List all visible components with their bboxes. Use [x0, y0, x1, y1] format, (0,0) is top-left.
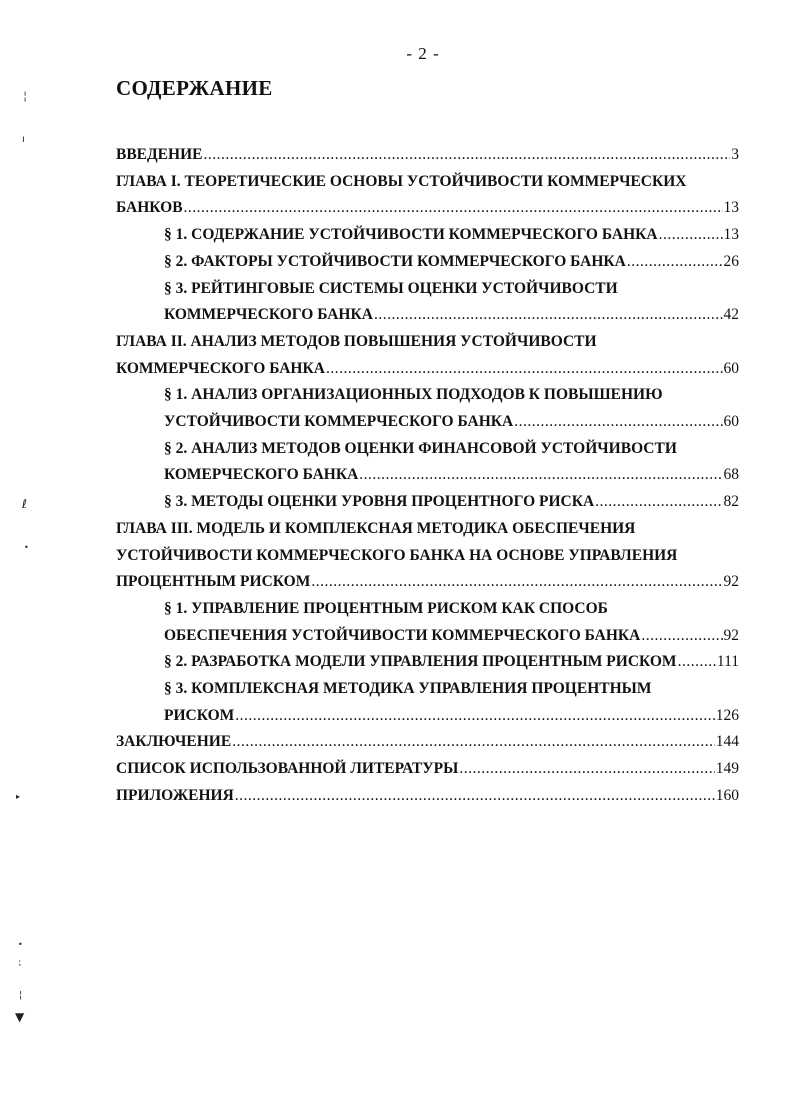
toc-entry-text: ГЛАВА III. МОДЕЛЬ И КОМПЛЕКСНАЯ МЕТОДИКА ОБЕСПЕЧЕНИЯ	[116, 519, 636, 537]
toc-entry	[164, 596, 739, 649]
toc-entry-text: УСТОЙЧИВОСТИ КОММЕРЧЕСКОГО БАНКА НА ОСНОВЕ УПРАВЛЕНИЯ	[116, 546, 678, 564]
scan-artifact: ı	[22, 134, 25, 145]
dot-leader	[311, 569, 722, 596]
toc-entry-text: БАНКОВ	[116, 199, 183, 217]
toc-entry-text: § 3. КОМПЛЕКСНАЯ МЕТОДИКА УПРАВЛЕНИЯ ПРОЦЕНТНЫМ	[164, 680, 652, 698]
dot-leader	[235, 703, 714, 730]
scan-artifact: •	[24, 543, 29, 552]
toc-page-number: 92	[723, 573, 739, 591]
scan-artifact: ¦	[19, 990, 23, 1001]
toc-entry-text: § 1. УПРАВЛЕНИЕ ПРОЦЕНТНЫМ РИСКОМ КАК СПОСОБ	[164, 599, 608, 617]
scan-artifact: •	[18, 940, 23, 949]
toc-entry	[116, 329, 739, 382]
page-title: СОДЕРЖАНИЕ	[116, 76, 273, 100]
scan-artifact: ▸	[16, 792, 21, 801]
toc-entry	[164, 249, 739, 276]
toc-entry	[164, 382, 739, 435]
dot-leader	[627, 249, 723, 276]
dot-leader	[232, 729, 715, 756]
toc-page-number: 60	[723, 413, 739, 431]
toc-entry	[116, 756, 739, 783]
toc-page-number: 126	[715, 706, 739, 724]
toc-entry-text: § 3. РЕЙТИНГОВЫЕ СИСТЕМЫ ОЦЕНКИ УСТОЙЧИВОСТИ	[164, 279, 618, 297]
page-number: - 2 -	[406, 44, 440, 63]
toc-entry-text: ВВЕДЕНИЕ	[116, 146, 203, 163]
toc-entry-text: § 2. ФАКТОРЫ УСТОЙЧИВОСТИ КОММЕРЧЕСКОГО БАНКА	[164, 252, 626, 270]
toc-page-number: 111	[716, 653, 739, 671]
toc-page-number: 92	[723, 626, 739, 644]
toc-entry-text: ГЛАВА II. АНАЛИЗ МЕТОДОВ ПОВЫШЕНИЯ УСТОЙЧИВОСТИ	[116, 332, 597, 350]
toc-entry	[164, 649, 739, 676]
scan-artifact: ▼	[15, 1010, 25, 1024]
toc-entry	[116, 729, 739, 756]
toc-entry-text: СПИСОК ИСПОЛЬЗОВАННОЙ ЛИТЕРАТУРЫ	[116, 760, 459, 778]
dot-leader	[514, 409, 722, 436]
dot-leader	[203, 142, 730, 169]
toc-entry	[164, 222, 739, 249]
toc-page-number: 82	[723, 493, 739, 511]
toc-entry	[116, 142, 739, 169]
toc-entry-text: РИСКОМ	[164, 706, 235, 724]
toc-entry	[164, 676, 739, 729]
dot-leader	[459, 756, 714, 783]
toc-page-number: 42	[723, 306, 739, 324]
toc-entry-text: § 3. МЕТОДЫ ОЦЕНКИ УРОВНЯ ПРОЦЕНТНОГО РИСКА	[164, 493, 595, 511]
toc-entry-text: ПРОЦЕНТНЫМ РИСКОМ	[116, 573, 311, 591]
dot-leader	[595, 489, 722, 516]
toc-entry-text: ЗАКЛЮЧЕНИЕ	[116, 733, 232, 751]
toc-entry	[164, 436, 739, 489]
toc-entry	[116, 783, 739, 810]
toc-entry-text: § 1. СОДЕРЖАНИЕ УСТОЙЧИВОСТИ КОММЕРЧЕСКОГО БАНКА	[164, 226, 658, 244]
toc-entry-text: УСТОЙЧИВОСТИ КОММЕРЧЕСКОГО БАНКА	[164, 413, 514, 431]
toc-entry	[116, 169, 739, 222]
toc-page-number: 26	[723, 252, 739, 270]
toc-page-number: 13	[723, 226, 739, 244]
dot-leader	[678, 649, 716, 676]
toc-entry-text: КОММЕРЧЕСКОГО БАНКА	[116, 359, 325, 377]
dot-leader	[374, 302, 723, 329]
toc-page-number: 68	[723, 466, 739, 484]
toc-page-number: 149	[715, 760, 739, 778]
dot-leader	[359, 462, 722, 489]
toc-entry-text: КОММЕРЧЕСКОГО БАНКА	[164, 306, 373, 324]
dot-leader	[235, 783, 715, 810]
toc-page-number: 13	[723, 199, 739, 217]
toc-page-number: 144	[715, 733, 739, 751]
table-of-contents	[0, 142, 794, 810]
dot-leader	[659, 222, 723, 249]
toc-entry-text: § 2. АНАЛИЗ МЕТОДОВ ОЦЕНКИ ФИНАНСОВОЙ УСТОЙЧИВОСТИ	[164, 439, 677, 457]
toc-page-number: 3	[731, 146, 739, 163]
dot-leader	[326, 356, 723, 383]
dot-leader	[641, 623, 722, 650]
scan-artifact: ╎	[22, 92, 29, 103]
toc-entry	[116, 516, 739, 596]
toc-entry-text: § 2. РАЗРАБОТКА МОДЕЛИ УПРАВЛЕНИЯ ПРОЦЕНТНЫМ РИСКОМ	[164, 653, 677, 671]
dot-leader	[184, 195, 723, 222]
toc-entry-text: ОБЕСПЕЧЕНИЯ УСТОЙЧИВОСТИ КОММЕРЧЕСКОГО БАНКА	[164, 626, 641, 644]
toc-page-number: 160	[715, 786, 739, 804]
toc-entry-text: § 1. АНАЛИЗ ОРГАНИЗАЦИОННЫХ ПОДХОДОВ К ПОВЫШЕНИЮ	[164, 386, 663, 404]
toc-entry-text: ПРИЛОЖЕНИЯ	[116, 786, 234, 804]
toc-entry	[164, 276, 739, 329]
scan-artifact: ℓ	[22, 497, 27, 511]
toc-entry-text: ГЛАВА I. ТЕОРЕТИЧЕСКИЕ ОСНОВЫ УСТОЙЧИВОСТИ КОММЕРЧЕСКИХ	[116, 172, 687, 190]
toc-entry	[164, 489, 739, 516]
scan-artifact: ⁏	[18, 958, 22, 968]
toc-entry-text: КОМЕРЧЕСКОГО БАНКА	[164, 466, 359, 484]
toc-page-number: 60	[723, 359, 739, 377]
